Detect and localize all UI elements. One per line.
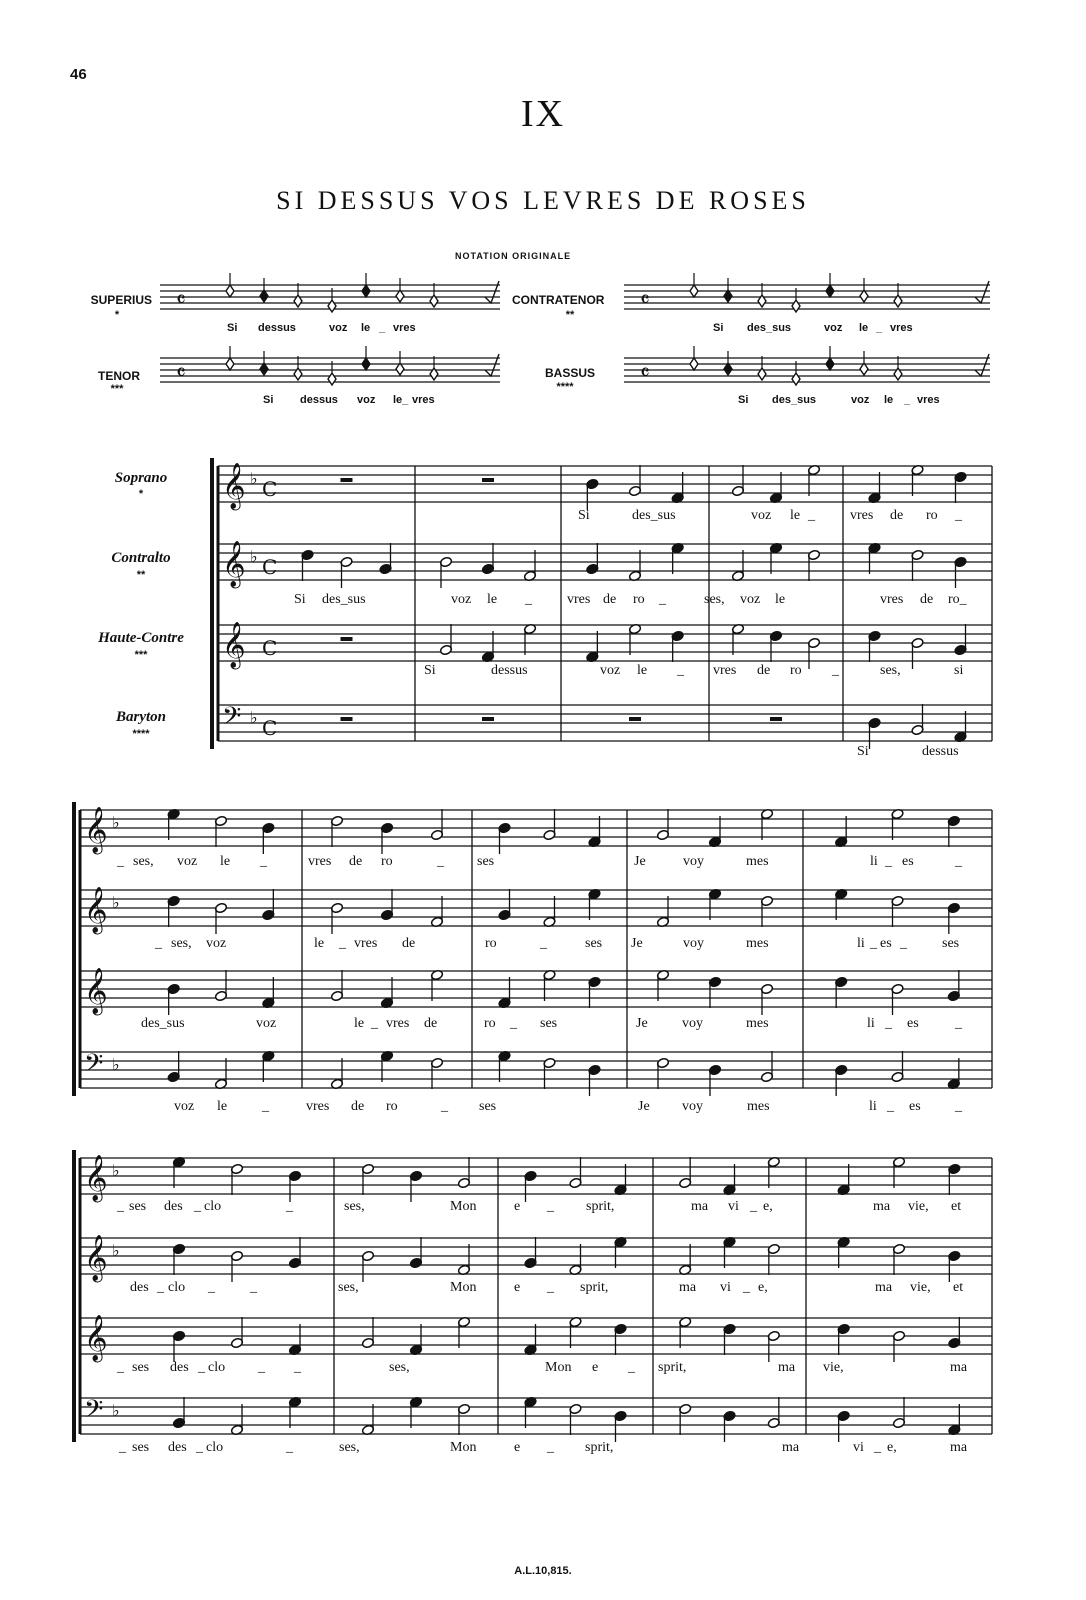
mensural-note [724, 290, 732, 302]
lyric-syllable: ses [129, 1199, 147, 1214]
treble-clef-icon: 𝄞 [84, 1235, 108, 1281]
lyric-syllable: vie, [823, 1360, 844, 1375]
part-label-soprano: Soprano [114, 470, 168, 486]
mensural-note [826, 358, 834, 370]
lyric-syllable: vi [728, 1199, 739, 1214]
lyric-syllable: vres [567, 592, 591, 607]
flat-key-signature-icon: ♭ [112, 1055, 120, 1074]
treble-clef-icon: 𝄞 [84, 1315, 108, 1361]
lyric-syllable: _ [260, 854, 267, 869]
lyric-syllable: voy [683, 854, 704, 869]
lyric-syllable: de [890, 508, 904, 523]
flat-key-signature-icon: ♭ [250, 708, 258, 727]
lyric-syllable: de [757, 663, 771, 678]
lyric-syllable: voz [851, 394, 870, 406]
lyric-syllable: _ [659, 592, 666, 607]
lyric-syllable: voz [329, 322, 348, 334]
lyric-syllable: _ [955, 508, 962, 523]
lyric-syllable: vres [412, 394, 435, 406]
lyric-syllable: vie, [910, 1280, 931, 1295]
lyric-syllable: _ [117, 1199, 124, 1214]
lyric-syllable: ses, [338, 1280, 359, 1295]
lyric-syllable: mes [746, 854, 769, 869]
lyric-syllable: _ [196, 1440, 203, 1455]
lyric-syllable: e, [758, 1280, 768, 1295]
lyric-syllable: vres [393, 322, 416, 334]
lyric-syllable: _ [510, 1016, 517, 1031]
voice-label-bassus: BASSUS [544, 366, 595, 380]
flat-key-signature-icon: ♭ [112, 1241, 120, 1260]
mensural-note [362, 358, 370, 370]
lyric-syllable: sprit, [580, 1280, 609, 1295]
treble-clef-icon: 𝄞 [84, 887, 108, 933]
lyric-syllable: ro [926, 508, 938, 523]
lyric-syllable: mes [746, 936, 769, 951]
lyric-syllable: ses, [704, 592, 725, 607]
lyric-syllable: des_sus [632, 508, 676, 523]
lyric-syllable: le [637, 663, 648, 678]
lyric-syllable: ro [633, 592, 645, 607]
lyric-syllable: dessus [922, 744, 959, 759]
lyric-syllable: es [880, 936, 892, 951]
common-time-icon: C [262, 636, 278, 660]
lyric-syllable: _ [117, 1360, 124, 1375]
lyric-syllable: ses, [171, 936, 192, 951]
whole-rest-icon [629, 717, 641, 721]
lyric-syllable: _ [904, 394, 911, 406]
lyric-syllable: _ [117, 854, 124, 869]
lyric-syllable: voz [357, 394, 376, 406]
lyric-syllable: des [170, 1360, 189, 1375]
lyric-syllable: clo [168, 1280, 186, 1295]
lyric-syllable: li [857, 936, 865, 951]
lyric-syllable: Si [227, 322, 238, 334]
lyric-syllable: de [402, 936, 416, 951]
lyric-syllable: ses [132, 1360, 150, 1375]
lyric-syllable: es [902, 854, 914, 869]
lyric-syllable: voz [174, 1099, 195, 1114]
flat-key-signature-icon: ♭ [112, 1161, 120, 1180]
lyric-syllable: e [592, 1360, 599, 1375]
custos-icon [485, 281, 499, 303]
lyric-syllable: si [954, 663, 964, 678]
lyric-syllable: ses [540, 1016, 558, 1031]
lyric-syllable: _ [955, 854, 962, 869]
mensural-note [328, 300, 336, 312]
voice-stars-superius: * [114, 309, 120, 321]
lyric-syllable: ses [479, 1099, 497, 1114]
mensural-note [860, 363, 868, 375]
lyric-syllable: voy [683, 936, 704, 951]
lyric-syllable: ses, [133, 854, 154, 869]
mensural-note [792, 300, 800, 312]
lyric-syllable: _ [198, 1360, 205, 1375]
part-stars-baryton: **** [132, 728, 150, 740]
lyric-syllable: de [349, 854, 363, 869]
lyric-syllable: Si [294, 592, 306, 607]
lyric-syllable: e, [887, 1440, 897, 1455]
treble-clef-icon: 𝄞 [222, 622, 246, 668]
lyric-syllable: de [920, 592, 934, 607]
piece-title: SI DESSUS VOS LEVRES DE ROSES [276, 186, 810, 215]
page-number: 46 [70, 66, 87, 83]
mensuration-sign: 𝄴 [640, 361, 650, 386]
bass-clef-icon: 𝄢 [84, 1049, 104, 1084]
lyric-syllable: _ [547, 1199, 554, 1214]
lyric-syllable: _ [885, 854, 892, 869]
lyric-syllable: des [130, 1280, 149, 1295]
voice-stars-tenor: *** [110, 383, 124, 395]
lyric-syllable: voy [682, 1016, 703, 1031]
lyric-syllable: le_ [393, 394, 409, 406]
lyric-syllable: _ [808, 508, 815, 523]
lyric-syllable: _ [870, 936, 877, 951]
lyric-syllable: des [164, 1199, 183, 1214]
lyric-syllable: li [867, 1016, 875, 1031]
lyric-syllable: Je [636, 1016, 648, 1031]
mensural-note [826, 285, 834, 297]
voice-label-contratenor: CONTRATENOR [512, 293, 605, 307]
lyric-syllable: _ [874, 1440, 881, 1455]
mensuration-sign: 𝄴 [640, 288, 650, 313]
voice-stars-bassus: **** [556, 381, 574, 393]
lyric-syllable: ma [679, 1280, 697, 1295]
lyric-syllable: li [869, 1099, 877, 1114]
lyric-syllable: vres [917, 394, 940, 406]
lyric-syllable: et [953, 1280, 964, 1295]
lyric-syllable: _ [955, 1099, 962, 1114]
lyric-syllable: voz [177, 854, 198, 869]
lyric-syllable: Mon [450, 1280, 477, 1295]
custos-icon [485, 354, 499, 376]
lyric-syllable: e [514, 1280, 521, 1295]
lyric-syllable: _ [677, 663, 684, 678]
lyric-syllable: ses [585, 936, 603, 951]
treble-clef-icon: 𝄞 [84, 1155, 108, 1201]
flat-key-signature-icon: ♭ [112, 893, 120, 912]
part-stars-haute-contre: *** [134, 649, 148, 661]
lyric-syllable: ma [782, 1440, 800, 1455]
part-label-baryton: Baryton [115, 709, 166, 725]
lyric-syllable: de [351, 1099, 365, 1114]
bass-clef-icon: 𝄢 [222, 702, 242, 737]
lyric-syllable: _ [525, 592, 532, 607]
lyric-syllable: voy [682, 1099, 703, 1114]
lyric-syllable: sprit, [585, 1440, 614, 1455]
lyric-syllable: voz [600, 663, 621, 678]
lyric-syllable: le [354, 1016, 365, 1031]
lyric-syllable: et [951, 1199, 962, 1214]
lyric-syllable: _ [250, 1280, 257, 1295]
lyric-syllable: _ [157, 1280, 164, 1295]
lyric-syllable: des_sus [747, 322, 792, 334]
lyric-syllable: Mon [545, 1360, 572, 1375]
lyric-syllable: mes [746, 1016, 769, 1031]
lyric-syllable: voz [824, 322, 843, 334]
mensural-note [860, 290, 868, 302]
lyric-syllable: voz [740, 592, 761, 607]
lyric-syllable: voz [206, 936, 227, 951]
lyric-syllable: le [220, 854, 231, 869]
part-stars-contralto: ** [136, 569, 146, 581]
lyric-syllable: Si [578, 508, 590, 523]
mensural-note [328, 373, 336, 385]
part-stars-soprano: * [138, 488, 144, 500]
lyric-syllable: Si [263, 394, 274, 406]
bass-clef-icon: 𝄢 [84, 1395, 104, 1430]
treble-clef-icon: 𝄞 [84, 807, 108, 853]
lyric-syllable: Je [638, 1099, 650, 1114]
lyric-syllable: vres [880, 592, 904, 607]
lyric-syllable: _ [286, 1199, 293, 1214]
lyric-syllable: _ [900, 936, 907, 951]
treble-clef-icon: 𝄞 [222, 463, 246, 509]
lyric-syllable: vres [850, 508, 874, 523]
lyric-syllable: le [217, 1099, 228, 1114]
lyric-syllable: vres [890, 322, 913, 334]
flat-key-signature-icon: ♭ [250, 547, 258, 566]
lyric-syllable: vres [308, 854, 332, 869]
lyric-syllable: vres [386, 1016, 410, 1031]
mensural-note [226, 358, 234, 370]
lyric-syllable: Mon [450, 1199, 477, 1214]
treble-clef-icon: 𝄞 [222, 541, 246, 587]
lyric-syllable: voz [751, 508, 772, 523]
lyric-syllable: ses, [344, 1199, 365, 1214]
lyric-syllable: _ [208, 1280, 215, 1295]
lyric-syllable: _ [339, 936, 346, 951]
lyric-syllable: vie, [908, 1199, 929, 1214]
lyric-syllable: Si [738, 394, 749, 406]
lyric-syllable: Si [857, 744, 869, 759]
lyric-syllable: ro [485, 936, 497, 951]
lyric-syllable: ma [950, 1440, 968, 1455]
mensural-note [396, 363, 404, 375]
common-time-icon: C [262, 716, 278, 740]
lyric-syllable: _ [119, 1440, 126, 1455]
lyric-syllable: des_sus [322, 592, 366, 607]
lyric-syllable: de [424, 1016, 438, 1031]
lyric-syllable: des_sus [772, 394, 817, 406]
lyric-syllable: e, [763, 1199, 773, 1214]
lyric-syllable: vi [720, 1280, 731, 1295]
plate-number: A.L.10,815. [514, 1565, 572, 1577]
voice-label-superius: SUPERIUS [90, 293, 152, 307]
mensural-note [396, 290, 404, 302]
mensural-note [792, 373, 800, 385]
lyric-syllable: ma [873, 1199, 891, 1214]
lyric-syllable: le [487, 592, 498, 607]
lyric-syllable: ma [875, 1280, 893, 1295]
lyric-syllable: Mon [450, 1440, 477, 1455]
lyric-syllable: _ [379, 322, 386, 334]
lyric-syllable: clo [208, 1360, 226, 1375]
lyric-syllable: ses [942, 936, 960, 951]
lyric-syllable: _ [547, 1280, 554, 1295]
lyric-syllable: ro [484, 1016, 496, 1031]
lyric-syllable: vres [354, 936, 378, 951]
lyric-syllable: voz [451, 592, 472, 607]
lyric-syllable: des_sus [141, 1016, 185, 1031]
lyric-syllable: _ [750, 1199, 757, 1214]
lyric-syllable: _ [437, 854, 444, 869]
lyric-syllable: _ [887, 1099, 894, 1114]
lyric-syllable: le [859, 322, 869, 334]
lyric-syllable: _ [876, 322, 883, 334]
lyric-syllable: es [909, 1099, 921, 1114]
lyric-syllable: ro [386, 1099, 398, 1114]
lyric-syllable: Si [424, 663, 436, 678]
lyric-syllable: le [884, 394, 894, 406]
lyric-syllable: _ [743, 1280, 750, 1295]
flat-key-signature-icon: ♭ [112, 813, 120, 832]
lyric-syllable: vres [713, 663, 737, 678]
lyric-syllable: _ [540, 936, 547, 951]
lyric-syllable: _ [628, 1360, 635, 1375]
lyric-syllable: ma [691, 1199, 709, 1214]
mensuration-sign: 𝄴 [176, 361, 186, 386]
lyric-syllable: dessus [300, 394, 338, 406]
whole-rest-icon [482, 717, 494, 721]
mensural-note [260, 363, 268, 375]
lyric-syllable: _ [194, 1199, 201, 1214]
lyric-syllable: clo [204, 1199, 222, 1214]
mensuration-sign: 𝄴 [176, 288, 186, 313]
lyric-syllable: voz [256, 1016, 277, 1031]
whole-rest-icon [482, 478, 494, 482]
mensural-note [690, 358, 698, 370]
lyric-syllable: _ [258, 1360, 265, 1375]
lyric-syllable: _ [286, 1440, 293, 1455]
lyric-syllable: dessus [258, 322, 296, 334]
flat-key-signature-icon: ♭ [250, 469, 258, 488]
lyric-syllable: dessus [491, 663, 528, 678]
lyric-syllable: le [790, 508, 801, 523]
lyric-syllable: vres [306, 1099, 330, 1114]
whole-rest-icon [341, 717, 353, 721]
lyric-syllable: li [870, 854, 878, 869]
lyric-syllable: _ [294, 1360, 301, 1375]
lyric-syllable: ma [778, 1360, 796, 1375]
lyric-syllable: ro_ [948, 592, 967, 607]
lyric-syllable: _ [832, 663, 839, 678]
treble-clef-icon: 𝄞 [84, 968, 108, 1014]
lyric-syllable: des [168, 1440, 187, 1455]
lyric-syllable: _ [885, 1016, 892, 1031]
lyric-syllable: clo [206, 1440, 224, 1455]
lyric-syllable: _ [441, 1099, 448, 1114]
lyric-syllable: Je [631, 936, 643, 951]
lyric-syllable: vi [853, 1440, 864, 1455]
voice-label-tenor: TENOR [98, 369, 140, 383]
common-time-icon: C [262, 477, 278, 501]
lyric-syllable: le [775, 592, 786, 607]
lyric-syllable: ses, [389, 1360, 410, 1375]
lyric-syllable: es [907, 1016, 919, 1031]
lyric-syllable: sprit, [658, 1360, 687, 1375]
lyric-syllable: le [314, 936, 325, 951]
part-label-haute-contre: Haute-Contre [98, 630, 184, 646]
mensural-note [362, 285, 370, 297]
lyric-syllable: e [514, 1440, 521, 1455]
custos-icon [975, 281, 989, 303]
lyric-syllable: de [603, 592, 617, 607]
lyric-syllable: mes [747, 1099, 770, 1114]
lyric-syllable: ses, [339, 1440, 360, 1455]
part-label-contralto: Contralto [111, 550, 171, 566]
whole-rest-icon [341, 478, 353, 482]
lyric-syllable: ses, [880, 663, 901, 678]
lyric-syllable: ses [132, 1440, 150, 1455]
lyric-syllable: e [514, 1199, 521, 1214]
lyric-syllable: le [361, 322, 371, 334]
flat-key-signature-icon: ♭ [112, 1401, 120, 1420]
notation-heading: NOTATION ORIGINALE [455, 251, 572, 261]
lyric-syllable: ses [477, 854, 495, 869]
lyric-syllable: ma [950, 1360, 968, 1375]
whole-rest-icon [341, 637, 353, 641]
piece-number: IX [520, 93, 566, 135]
lyric-syllable: _ [155, 936, 162, 951]
mensural-note [724, 363, 732, 375]
lyric-syllable: Je [634, 854, 646, 869]
lyric-syllable: sprit, [586, 1199, 615, 1214]
common-time-icon: C [262, 555, 278, 579]
mensural-note [260, 290, 268, 302]
lyric-syllable: ro [381, 854, 393, 869]
mensural-note [226, 285, 234, 297]
mensural-note [690, 285, 698, 297]
lyric-syllable: _ [955, 1016, 962, 1031]
lyric-syllable: _ [262, 1099, 269, 1114]
lyric-syllable: _ [371, 1016, 378, 1031]
voice-stars-contratenor: ** [565, 309, 575, 321]
custos-icon [975, 354, 989, 376]
lyric-syllable: ro [790, 663, 802, 678]
whole-rest-icon [770, 717, 782, 721]
lyric-syllable: Si [713, 322, 724, 334]
lyric-syllable: _ [547, 1440, 554, 1455]
